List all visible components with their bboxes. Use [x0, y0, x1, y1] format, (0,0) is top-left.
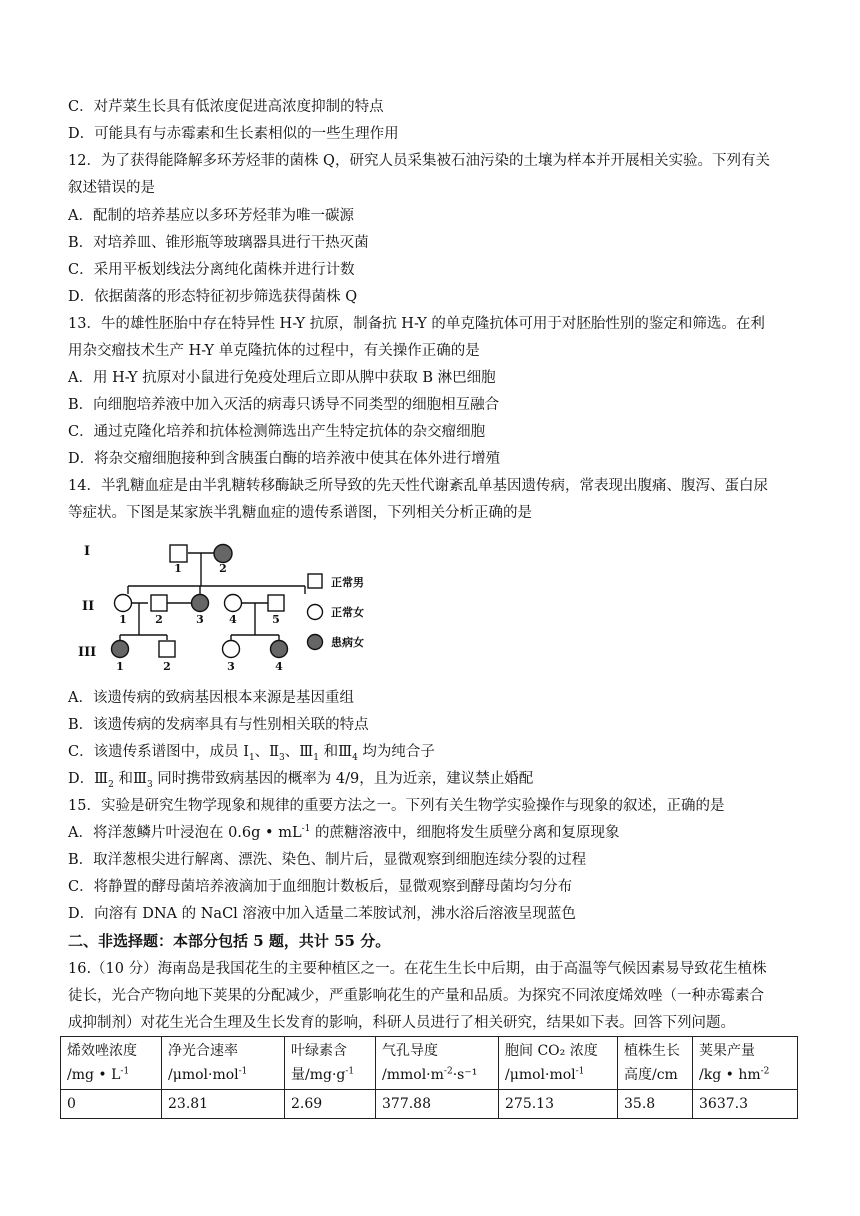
- pedigree-number: 3: [227, 660, 235, 673]
- pedigree-III4-affected-female: [271, 641, 288, 658]
- q15-option-b: B．取洋葱根尖进行解离、漂洗、染色、制片后，显微观察到细胞连续分裂的过程: [68, 852, 587, 868]
- q16-stem-line2: 徒长，光合产物向地下荚果的分配减少，严重影响花生的产量和品质。为探究不同浓度烯效唑（一种赤霉素合: [68, 988, 764, 1004]
- pedigree-number: 4: [229, 613, 237, 626]
- q13-option-c: C．通过克隆化培养和抗体检测筛选出产生特定抗体的杂交瘤细胞: [68, 424, 486, 440]
- q14-option-c: C．该遗传系谱图中，成员 $I_1$、$Ⅱ_3$、$Ⅲ_1$ 和$Ⅲ_4$ 均为纯合子: [68, 744, 435, 763]
- legend-affected-female: 患病女: [331, 636, 364, 649]
- pedigree-number: 2: [163, 660, 171, 673]
- table-header-cell: 植株生长 高度/cm: [618, 1037, 693, 1090]
- q12-option-b: B．对培养皿、锥形瓶等玻璃器具进行干热灭菌: [68, 235, 369, 251]
- q16-stem-line3: 成抑制剂）对花生光合生理及生长发育的影响，科研人员进行了相关研究，结果如下表。回答下列问题。: [68, 1015, 735, 1031]
- legend-affected-female-symbol: [308, 635, 323, 650]
- table-row: [61, 1090, 798, 1119]
- q14-stem-line1: 14．半乳糖血症是由半乳糖转移酶缺乏所导致的先天性代谢紊乱单基因遗传病，常表现出腹痛、腹泻、蛋白尿: [68, 478, 768, 494]
- q15-option-d: D．向溶有 DNA 的 NaCl 溶液中加入适量二苯胺试剂，沸水浴后溶液呈现蓝色: [68, 906, 576, 922]
- q14-option-d: D．$Ⅲ_2$ 和$Ⅲ_3$ 同时携带致病基因的概率为 4/9，且为近亲，建议禁止婚配: [68, 771, 534, 790]
- table-header-cell: 气孔导度 $/mmol\cdot m^{-2}\cdot s^{-1}$: [376, 1037, 499, 1090]
- pedigree-number: 3: [196, 613, 204, 626]
- table-header-row: [61, 1037, 798, 1090]
- table-cell: 35.8: [618, 1090, 693, 1119]
- pedigree-II3-affected-female: [192, 595, 209, 612]
- q13-stem-line2: 用杂交瘤技术生产 H-Y 单克隆抗体的过程中，有关操作正确的是: [68, 343, 480, 359]
- pedigree-legend: [305, 570, 425, 670]
- pedigree-number: 2: [155, 613, 163, 626]
- table-header-cell: 胞间 CO₂ 浓度 /μmol·mol$^{-1}$: [499, 1037, 618, 1090]
- q12-stem-line2: 叙述错误的是: [68, 180, 155, 196]
- generation-label-2: II: [82, 599, 95, 614]
- q12-option-d: D．依据菌落的形态特征初步筛选获得菌株 Q: [68, 289, 358, 305]
- generation-label-3: III: [78, 645, 97, 660]
- q15-stem: 15．实验是研究生物学现象和规律的重要方法之一。下列有关生物学实验操作与现象的叙述，正确的是: [68, 798, 725, 814]
- pedigree-II1-female: [115, 595, 132, 612]
- q14-option-b: B．该遗传病的发病率具有与性别相关联的特点: [68, 717, 369, 733]
- q12-option-c: C．采用平板划线法分离纯化菌株并进行计数: [68, 262, 355, 278]
- pedigree-II4-female: [225, 595, 242, 612]
- pedigree-II5-male: [268, 595, 284, 611]
- table-header-cell: 净光合速率 /μmol·mol$^{-1}$: [162, 1037, 285, 1090]
- generation-label-1: I: [84, 544, 91, 559]
- table-cell: 0: [61, 1090, 162, 1119]
- pedigree-number: 2: [219, 562, 227, 575]
- q16-stem-line1: 16.（10 分）海南岛是我国花生的主要种植区之一。在花生生长中后期，由于高温等气候因素易导致花生植株: [68, 961, 767, 977]
- table-cell: 275.13: [499, 1090, 618, 1119]
- q13-option-a: A．用 H-Y 抗原对小鼠进行免疫处理后立即从脾中获取 B 淋巴细胞: [68, 370, 496, 386]
- q11-option-c: C．对芹菜生长具有低浓度促进高浓度抑制的特点: [68, 99, 384, 115]
- q13-stem-line1: 13．牛的雄性胚胎中存在特异性 H-Y 抗原，制备抗 H-Y 的单克隆抗体可用于对胚胎性别的鉴定和筛选。在利: [68, 316, 765, 332]
- q12-stem-line1: 12．为了获得能降解多环芳烃菲的菌株 Q，研究人员采集被石油污染的土壤为样本并开展相关实验。下列有关: [68, 153, 770, 169]
- pedigree-II2-male: [151, 595, 167, 611]
- legend-male-symbol: [308, 574, 322, 588]
- pedigree-number: 1: [174, 562, 182, 575]
- pedigree-I2-affected-female: [214, 545, 232, 563]
- legend-female-symbol: [308, 605, 323, 620]
- table-cell: 377.88: [376, 1090, 499, 1119]
- q15-option-a: A．将洋葱鳞片叶浸泡在 0.6g • $mL^{-1}$ 的蔗糖溶液中，细胞将发生质壁分离和复原现象: [68, 824, 620, 841]
- table-header-cell: 烯效唑浓度 /mg • $L^{-1}$: [61, 1037, 162, 1090]
- section-2-heading: 二、非选择题：本部分包括 5 题，共计 55 分。: [68, 932, 391, 950]
- results-table: [60, 1036, 798, 1119]
- pedigree-III1-affected-female: [112, 641, 129, 658]
- pedigree-I1-male: [170, 545, 187, 562]
- q13-option-b: B．向细胞培养液中加入灭活的病毒只诱导不同类型的细胞相互融合: [68, 397, 500, 413]
- pedigree-III3-female: [223, 641, 240, 658]
- q13-option-d: D．将杂交瘤细胞接种到含胰蛋白酶的培养液中使其在体外进行增殖: [68, 451, 501, 467]
- q15-option-c: C．将静置的酵母菌培养液滴加于血细胞计数板后，显微观察到酵母菌均匀分布: [68, 879, 573, 895]
- pedigree-number: 4: [275, 660, 283, 673]
- q11-option-d: D．可能具有与赤霉素和生长素相似的一些生理作用: [68, 126, 399, 142]
- pedigree-number: 5: [272, 613, 280, 626]
- q12-option-a: A．配制的培养基应以多环芳烃菲为唯一碳源: [68, 208, 354, 224]
- q14-option-a: A．该遗传病的致病基因根本来源是基因重组: [68, 690, 354, 706]
- q14-stem-line2: 等症状。下图是某家族半乳糖血症的遗传系谱图，下列相关分析正确的是: [68, 505, 532, 521]
- legend-normal-female: 正常女: [331, 606, 364, 619]
- table-cell: 2.69: [285, 1090, 376, 1119]
- pedigree-number: 1: [116, 660, 124, 673]
- legend-normal-male: 正常男: [331, 576, 364, 589]
- table-cell: 3637.3: [693, 1090, 798, 1119]
- table-cell: 23.81: [162, 1090, 285, 1119]
- pedigree-number: 1: [119, 613, 127, 626]
- table-header-cell: 叶绿素含 量$/mg\cdot g^{-1}$: [285, 1037, 376, 1090]
- table-header-cell: 荚果产量 /kg • $hm^{-2}$: [693, 1037, 798, 1090]
- pedigree-III2-male: [159, 641, 175, 657]
